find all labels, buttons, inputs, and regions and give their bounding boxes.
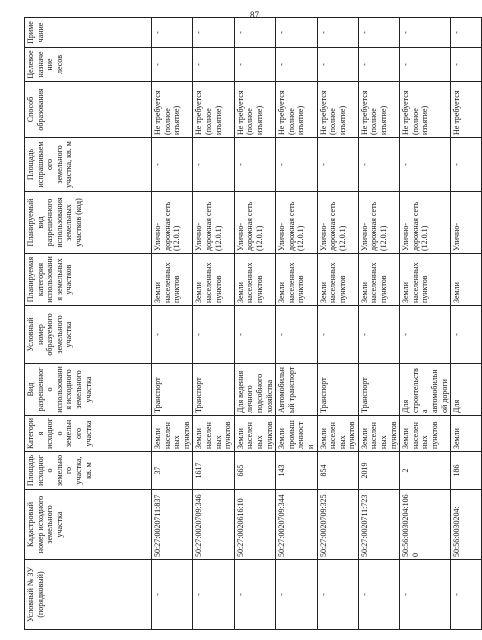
- table-cell: -: [451, 48, 482, 82]
- table-cell: Не требуется (полное изъятие): [152, 82, 193, 138]
- table-cell: Улично-: [451, 192, 482, 254]
- table-cell: -: [234, 306, 275, 364]
- table-cell: -: [451, 18, 482, 48]
- table-cell: Улично-дорожная сеть (12.0.1): [317, 192, 358, 254]
- table-cell: 50:27:0020709:346: [193, 490, 234, 560]
- table-cell: 50:27:0020616:10: [234, 490, 275, 560]
- table-row: [317, 18, 358, 630]
- table-cell: -: [234, 48, 275, 82]
- table-cell: Не требуется (полное изъятие): [358, 82, 399, 138]
- table-cell: -: [358, 18, 399, 48]
- column-header: Планируемая категория использования земельных участков: [25, 254, 152, 306]
- table-cell: Земли населенных пунктов: [234, 416, 275, 452]
- page-number: 87: [250, 10, 259, 20]
- table-cell: -: [152, 48, 193, 82]
- table-cell: -: [276, 48, 317, 82]
- table-cell: Земли населенных пунктов: [400, 254, 451, 306]
- table-cell: Улично-дорожная сеть (12.0.1): [234, 192, 275, 254]
- column-header: Площадь испрашиваемого земельного участка, кв. м: [25, 138, 152, 192]
- table-cell: -: [451, 560, 482, 630]
- table-cell: 50:56:0030204:1060: [400, 490, 451, 560]
- table-cell: -: [400, 306, 451, 364]
- table-cell: Земли: [451, 254, 482, 306]
- table-cell: Земли населенных пунктов: [317, 416, 358, 452]
- table-cell: Не требуется (полное изъятие): [234, 82, 275, 138]
- table-header: [25, 18, 152, 630]
- table-cell: Для строительства автомобильной дороги: [400, 364, 451, 416]
- table-body: [152, 18, 482, 630]
- table-cell: Земли населенных пунктов: [193, 254, 234, 306]
- table-cell: -: [152, 138, 193, 192]
- table-cell: Не требуется (полное изъятие): [193, 82, 234, 138]
- table-cell: Земли населенных пунктов: [152, 416, 193, 452]
- table-cell: -: [400, 18, 451, 48]
- table-cell: 50:27:0020709:325: [317, 490, 358, 560]
- table-cell: -: [234, 138, 275, 192]
- table-row: [451, 18, 482, 630]
- table-cell: -: [358, 48, 399, 82]
- table-cell: Транспорт: [193, 364, 234, 416]
- table-cell: Улично-дорожная сеть (12.0.1): [400, 192, 451, 254]
- table-cell: Земли населенных пунктов: [276, 254, 317, 306]
- table-cell: -: [451, 306, 482, 364]
- table-cell: Земли населенных пунктов: [400, 416, 451, 452]
- table-cell: Земли населенных пунктов: [317, 254, 358, 306]
- column-header: Условный № ЗУ (порядковый): [25, 560, 152, 630]
- table-cell: -: [451, 138, 482, 192]
- table-cell: 1617: [193, 452, 234, 490]
- column-header: Целевое назначение лесов: [25, 48, 152, 82]
- table-cell: 50:27:0020711:723: [358, 490, 399, 560]
- table-cell: -: [358, 306, 399, 364]
- table-cell: -: [193, 18, 234, 48]
- table-cell: -: [234, 18, 275, 48]
- table-cell: 50:27:0020711:837: [152, 490, 193, 560]
- table-cell: 665: [234, 452, 275, 490]
- table-cell: 37: [152, 452, 193, 490]
- table-cell: 50:27:0020709:344: [276, 490, 317, 560]
- table-cell: Земли промышленности: [276, 416, 317, 452]
- table-cell: Земли: [451, 416, 482, 452]
- table-cell: Транспорт: [152, 364, 193, 416]
- table-cell: 143: [276, 452, 317, 490]
- table-cell: 854: [317, 452, 358, 490]
- document-sheet: [24, 18, 462, 630]
- rotated-table-container: [24, 18, 462, 630]
- table-cell: 2: [400, 452, 451, 490]
- table-cell: -: [400, 560, 451, 630]
- table-cell: -: [152, 306, 193, 364]
- header-row: [25, 18, 152, 630]
- table-cell: 50:56:0030204:: [451, 490, 482, 560]
- table-cell: -: [317, 306, 358, 364]
- table-cell: Для ведения личного подсобного хозяйства: [234, 364, 275, 416]
- table-row: [400, 18, 451, 630]
- table-cell: Улично-дорожная сеть (12.0.1): [358, 192, 399, 254]
- table-cell: -: [152, 560, 193, 630]
- table-cell: -: [152, 18, 193, 48]
- table-cell: -: [193, 560, 234, 630]
- column-header: Способ образования: [25, 82, 152, 138]
- table-cell: -: [317, 48, 358, 82]
- table-cell: -: [400, 138, 451, 192]
- table-cell: Не требуется: [451, 82, 482, 138]
- table-cell: -: [358, 560, 399, 630]
- table-row: [276, 18, 317, 630]
- column-header: Условный номер образуемого земельного участка: [25, 306, 152, 364]
- table-cell: Для: [451, 364, 482, 416]
- table-cell: -: [276, 306, 317, 364]
- table-row: [234, 18, 275, 630]
- table-cell: Земли населенных пунктов: [152, 254, 193, 306]
- table-cell: -: [317, 138, 358, 192]
- table-cell: -: [193, 138, 234, 192]
- table-cell: Улично-дорожная сеть (12.0.1): [276, 192, 317, 254]
- table-row: [152, 18, 193, 630]
- table-cell: -: [234, 560, 275, 630]
- table-row: [358, 18, 399, 630]
- table-cell: Земли населенных пунктов: [193, 416, 234, 452]
- table-cell: Не требуется (полное изъятие): [400, 82, 451, 138]
- table-cell: 2019: [358, 452, 399, 490]
- table-cell: -: [276, 560, 317, 630]
- table-cell: 186: [451, 452, 482, 490]
- column-header: Вид разрешенного использования исходного земельного участка: [25, 364, 152, 416]
- table-cell: Земли населенных пунктов: [234, 254, 275, 306]
- table-cell: Транспорт: [358, 364, 399, 416]
- table-cell: -: [276, 18, 317, 48]
- column-header: Категория исходного земельного участка: [25, 416, 152, 452]
- table-cell: -: [400, 48, 451, 82]
- table-cell: Автомобильный транспорт: [276, 364, 317, 416]
- column-header: Примечание: [25, 18, 152, 48]
- table-cell: Транспорт: [317, 364, 358, 416]
- column-header: Площадь исходного земельного участка, кв. м: [25, 452, 152, 490]
- table-cell: Улично-дорожная сеть (12.0.1): [152, 192, 193, 254]
- table-cell: -: [317, 18, 358, 48]
- table-row: [193, 18, 234, 630]
- table-cell: -: [317, 560, 358, 630]
- land-plots-table: [24, 17, 482, 630]
- table-cell: Не требуется (полное изъятие): [317, 82, 358, 138]
- table-cell: Земли населенных пунктов: [358, 254, 399, 306]
- column-header: Планируемый вид разрешенного использования земельных участков (код): [25, 192, 152, 254]
- table-cell: -: [193, 48, 234, 82]
- table-cell: Не требуется (полное изъятие): [276, 82, 317, 138]
- table-cell: Улично-дорожная сеть (12.0.1): [193, 192, 234, 254]
- column-header: Кадастровый номер исходного земельного участка: [25, 490, 152, 560]
- table-cell: -: [358, 138, 399, 192]
- table-cell: -: [193, 306, 234, 364]
- table-cell: -: [276, 138, 317, 192]
- table-cell: Земли населенных пунктов: [358, 416, 399, 452]
